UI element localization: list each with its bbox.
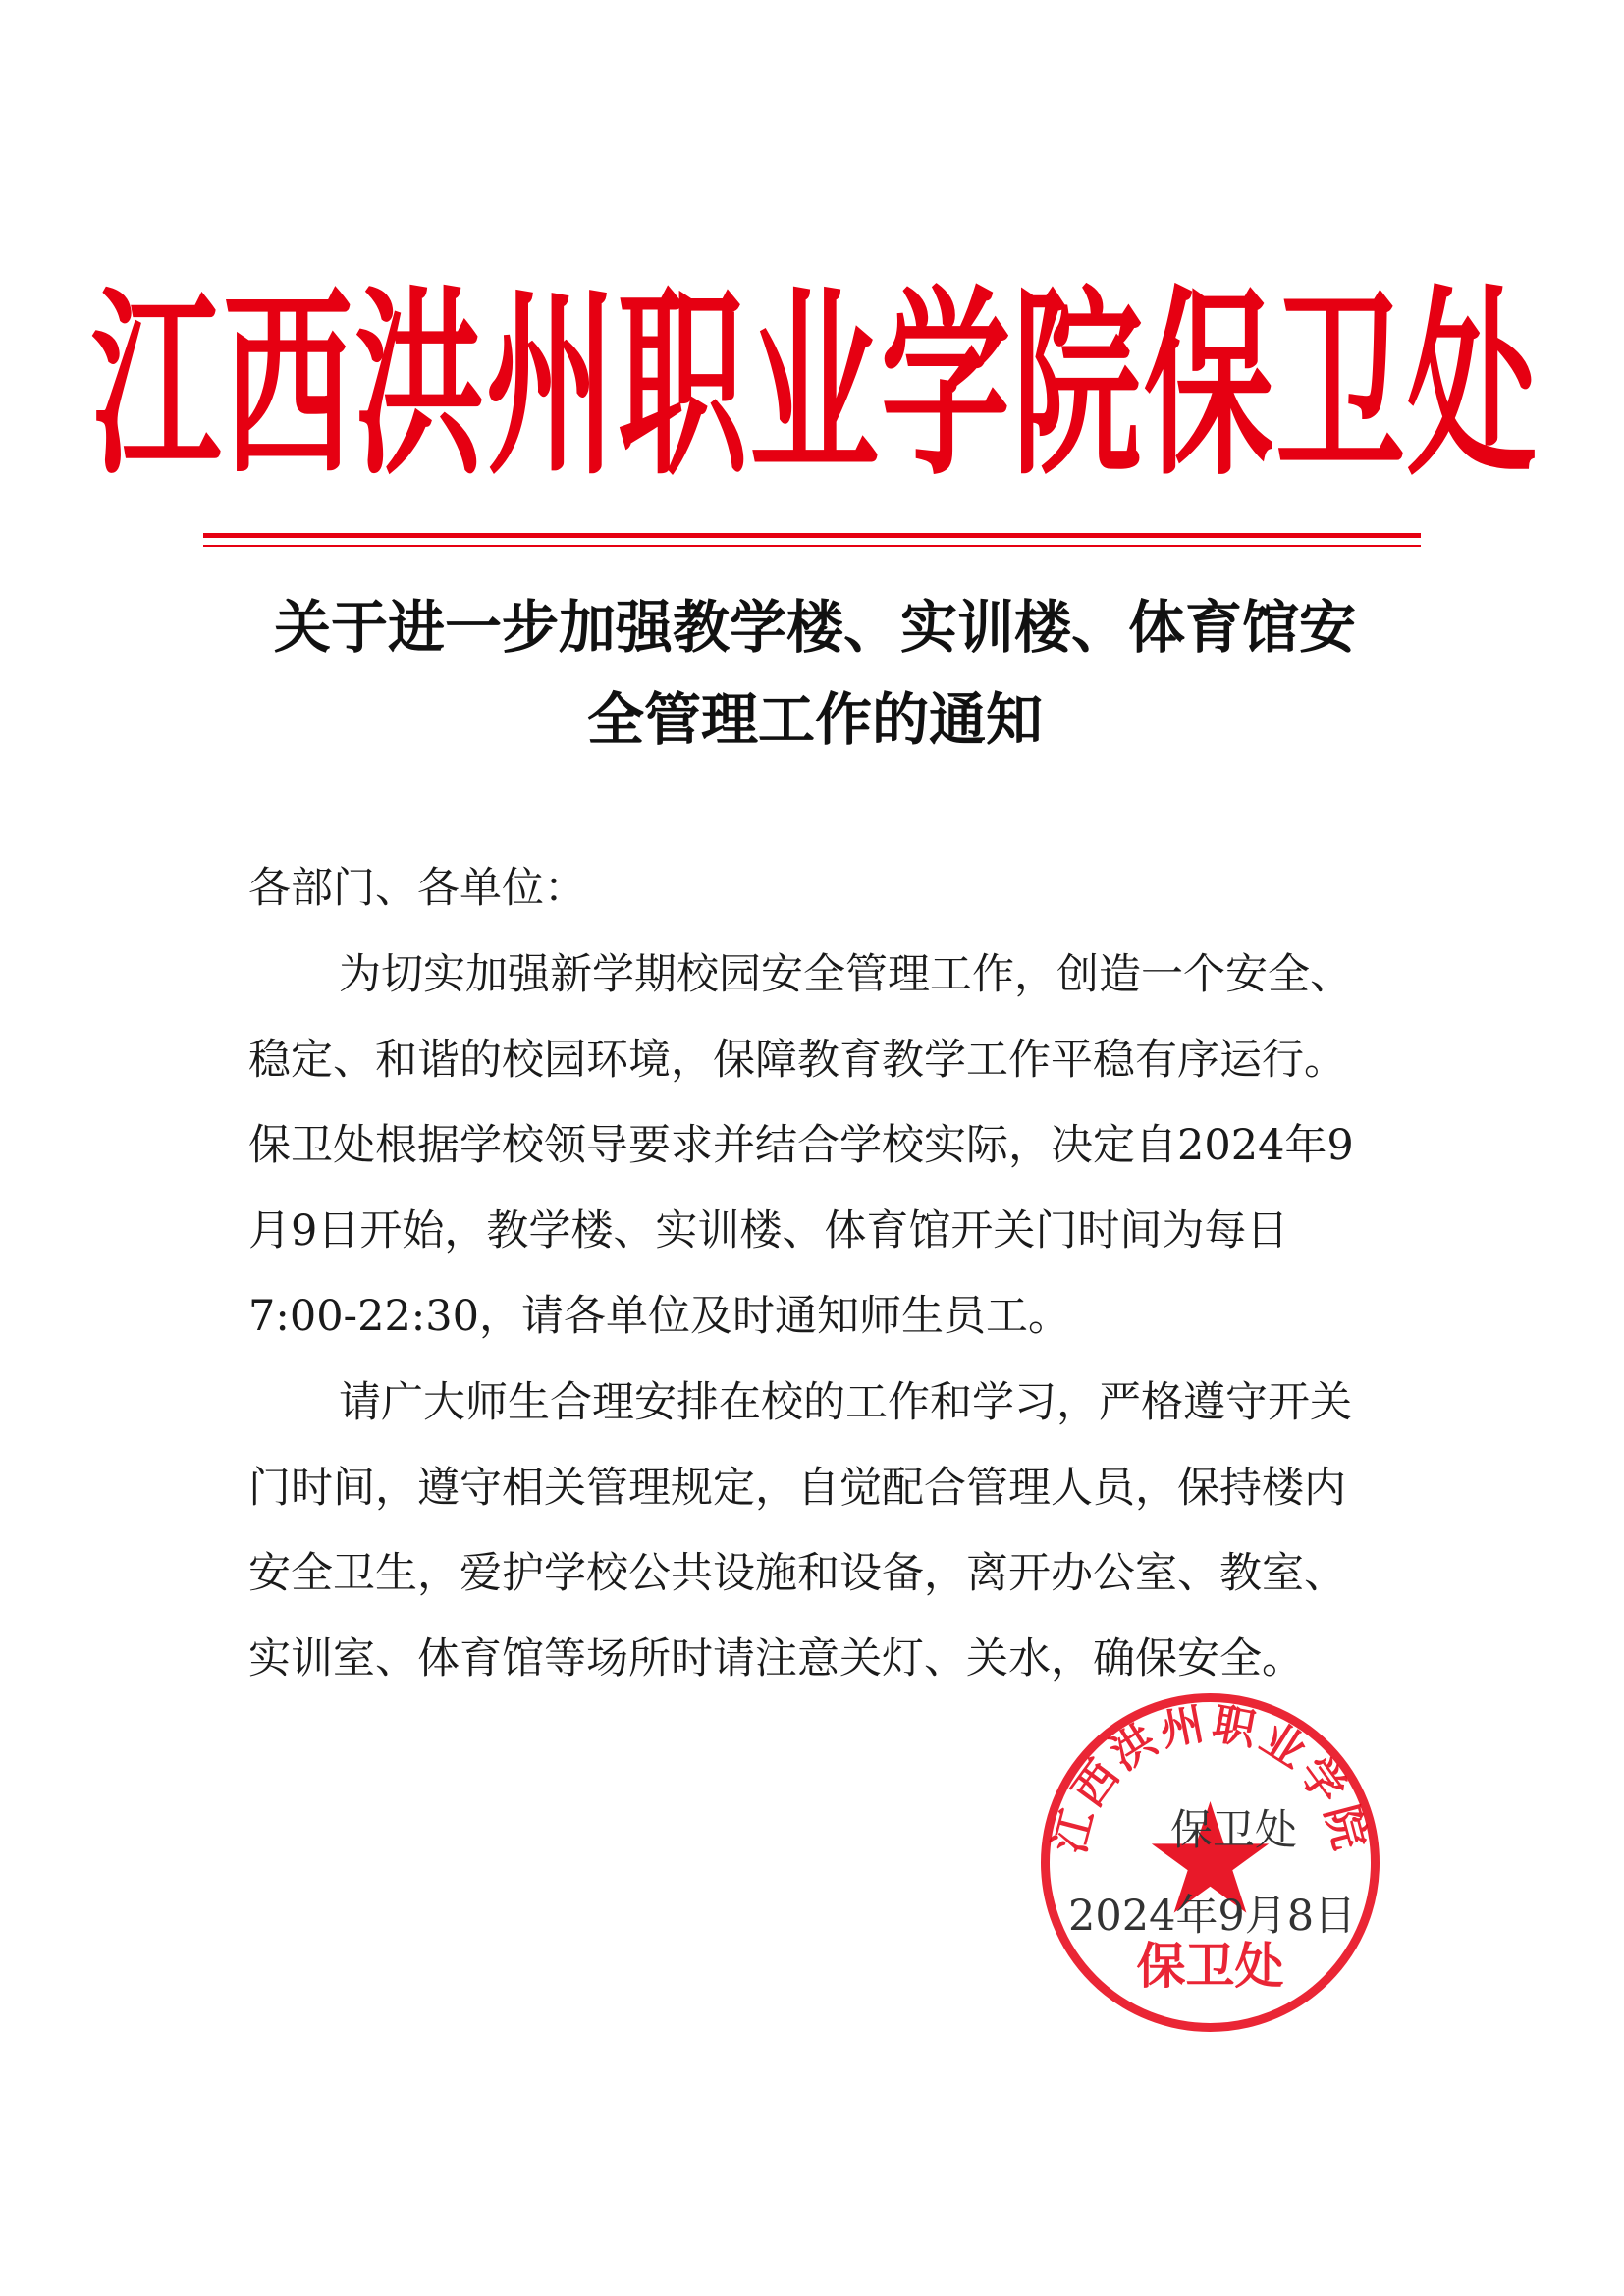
paragraph-1-line: 为切实加强新学期校园安全管理工作，创造一个安全、 (339, 950, 1352, 999)
paragraph-2 (248, 1361, 1387, 1702)
paragraph-1-line: 7:00-22:30，请各单位及时通知师生员工。 (248, 1292, 1071, 1341)
paragraph-1-line: 稳定、和谐的校园环境，保障教育教学工作平稳有序运行。 (248, 1036, 1346, 1085)
seal-center-text: 保卫处 (1136, 1938, 1284, 1995)
paragraph-2-line: 门时间，遵守相关管理规定，自觉配合管理人员，保持楼内 (248, 1464, 1346, 1513)
paragraph-1 (248, 933, 1387, 1360)
paragraph-1-line: 月9日开始，教学楼、实训楼、体育馆开关门时间为每日 (248, 1206, 1289, 1255)
red-divider-thin (203, 545, 1421, 547)
issue-date: 2024年9月8日 (1068, 1892, 1357, 1941)
title-line-1: 关于进一步加强教学楼、实训楼、体育馆安 (273, 594, 1356, 661)
masthead-org-name: 江西洪州职业学院保卫处 (91, 269, 1539, 504)
seal-ring-text: 江西洪州职业学院 (1044, 1698, 1377, 1859)
paragraph-1-line: 保卫处根据学校领导要求并结合学校实际，决定自2024年9 (248, 1121, 1354, 1170)
signature-dept: 保卫处 (1170, 1806, 1297, 1855)
salutation: 各部门、各单位： (248, 864, 586, 913)
official-seal (1036, 1688, 1384, 2037)
title-line-2: 全管理工作的通知 (586, 686, 1043, 753)
masthead (91, 250, 1539, 504)
paragraph-2-line: 实训室、体育馆等场所时请注意关灯、关水，确保安全。 (248, 1634, 1304, 1683)
paragraph-2-line: 安全卫生，爱护学校公共设施和设备，离开办公室、教室、 (248, 1549, 1346, 1598)
document-title (226, 581, 1404, 766)
red-divider-thick (203, 533, 1421, 538)
paragraph-2-line: 请广大师生合理安排在校的工作和学习，严格遵守开关 (339, 1378, 1352, 1427)
